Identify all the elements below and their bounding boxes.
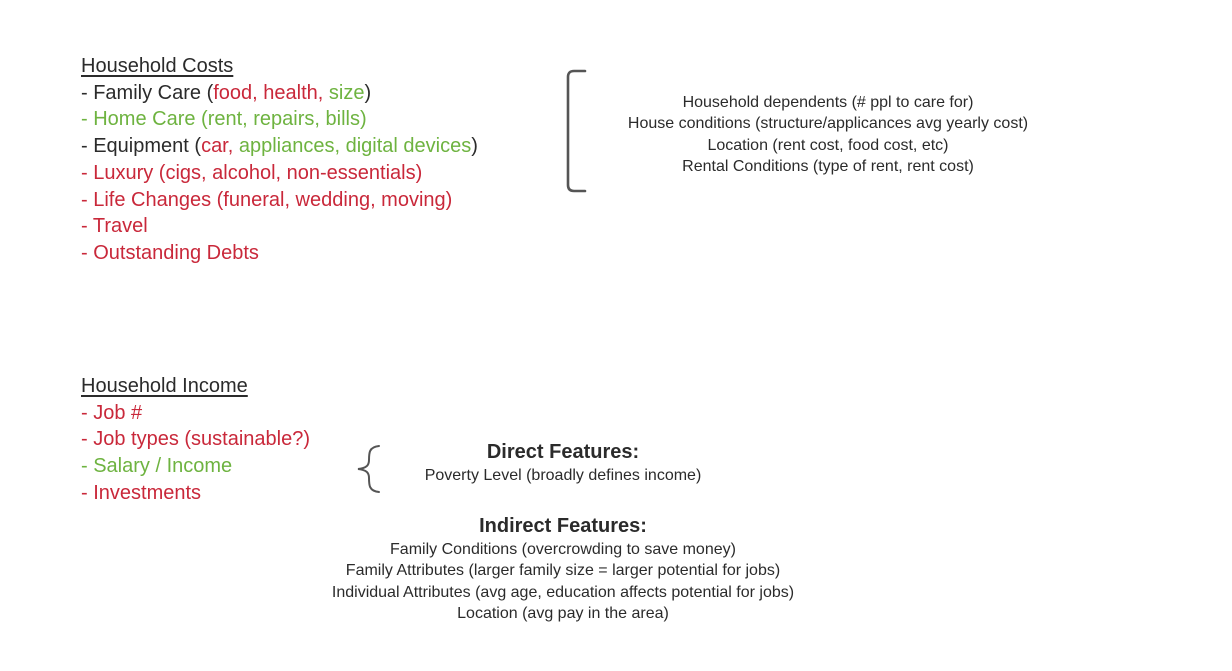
household-costs-notes	[560, 92, 1096, 177]
list-item-segment: )	[364, 81, 372, 104]
cost-note-line: Location (rent cost, food cost, etc)	[707, 136, 949, 154]
indirect-features-lines	[263, 539, 863, 624]
direct-features-block	[363, 439, 763, 486]
cost-list-item	[81, 213, 478, 240]
cost-note-line: Rental Conditions (type of rent, rent cost)	[682, 157, 974, 175]
cost-list-item	[81, 133, 478, 160]
cost-list-item	[81, 240, 478, 267]
household-income-heading: Household Income	[81, 375, 248, 397]
list-item-segment: size	[328, 81, 365, 104]
indirect-feature-line: Family Attributes (larger family size = larger potential for jobs)	[345, 562, 781, 580]
list-item-segment: - Outstanding Debts	[81, 241, 259, 264]
indirect-features-block	[263, 513, 863, 624]
household-costs-list	[81, 80, 478, 267]
cost-list-item	[81, 187, 478, 214]
list-item-segment: - Life Changes (funeral, wedding, moving)	[81, 188, 453, 211]
household-costs-heading: Household Costs	[81, 55, 234, 77]
list-item-segment: - Salary / Income	[81, 455, 233, 478]
cost-list-item	[81, 80, 478, 107]
indirect-feature-line: Family Conditions (overcrowding to save money)	[390, 541, 736, 558]
list-item-segment: )	[471, 135, 478, 158]
list-item-segment: car,	[201, 135, 239, 158]
list-item-segment: - Job types (sustainable?)	[81, 428, 311, 451]
list-item-segment: - Family Care (	[81, 81, 214, 104]
income-list-item	[81, 426, 310, 453]
household-costs-section	[81, 53, 478, 267]
income-list-item	[81, 453, 310, 480]
list-item-segment: - Luxury (cigs, alcohol, non-essentials)	[81, 161, 423, 184]
direct-feature-line: Poverty Level (broadly defines income)	[424, 467, 702, 484]
cost-list-item	[81, 106, 478, 133]
list-item-segment: - Equipment (	[81, 135, 202, 158]
household-income-list	[81, 400, 310, 507]
indirect-feature-line: Individual Attributes (avg age, education affects potential for jobs)	[331, 583, 795, 601]
income-list-item	[81, 400, 310, 427]
cost-note-line: Household dependents (# ppl to care for)	[682, 94, 974, 111]
list-item-segment: - Travel	[81, 215, 148, 238]
list-item-segment: appliances, digital devices	[238, 135, 472, 158]
cost-note-line: House conditions (structure/applicances avg yearly cost)	[627, 115, 1029, 133]
indirect-features-title: Indirect Features:	[479, 515, 647, 537]
direct-features-title: Direct Features:	[486, 441, 640, 463]
direct-features-lines	[363, 465, 763, 486]
income-list-item	[81, 480, 310, 507]
list-item-segment: - Job #	[81, 401, 143, 424]
cost-list-item	[81, 160, 478, 187]
list-item-segment: - Investments	[81, 481, 202, 504]
list-item-segment: food, health,	[213, 81, 329, 104]
indirect-feature-line: Location (avg pay in the area)	[457, 604, 669, 622]
list-item-segment: - Home Care (rent, repairs, bills)	[81, 108, 367, 131]
household-income-section	[81, 373, 310, 507]
